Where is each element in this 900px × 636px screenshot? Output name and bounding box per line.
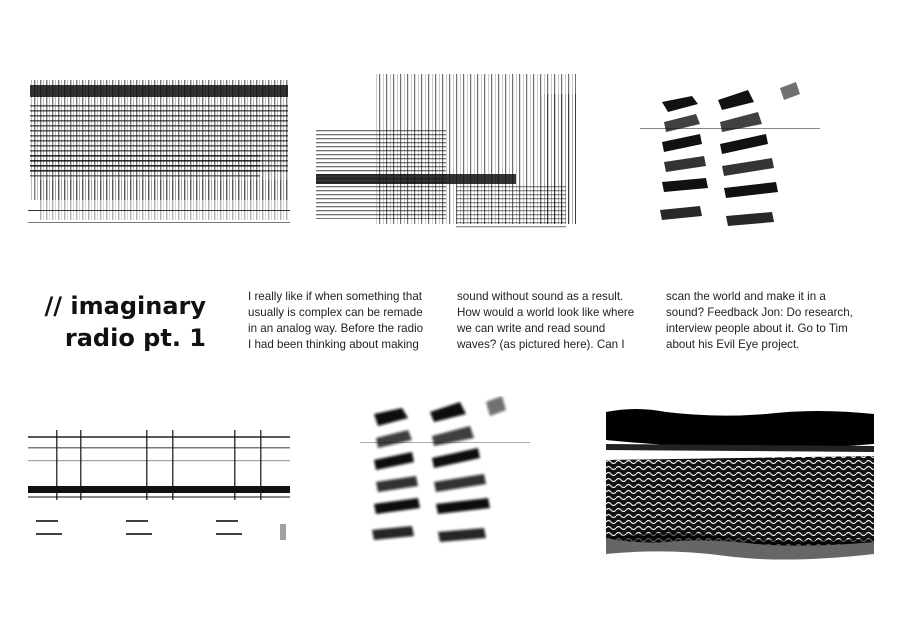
title-slashes: // <box>44 292 63 320</box>
text-line: scan the world and make it in a <box>666 290 826 303</box>
text-line: about his Evil Eye project. <box>666 338 800 351</box>
title-line-1: imaginary <box>70 292 206 320</box>
spectrogram-image-1 <box>28 60 290 232</box>
landscape-photo <box>606 404 874 566</box>
text-line: sound? Feedback Jon: Do research, <box>666 306 853 319</box>
spectrogram-image-5 <box>360 396 530 548</box>
body-text-column-3 <box>666 289 864 353</box>
body-text-column-1 <box>248 289 446 353</box>
text-line: we can write and read sound <box>457 322 606 335</box>
title-line-2: radio pt. 1 <box>64 324 206 352</box>
page-title <box>30 290 206 354</box>
text-line: interview people about it. Go to Tim <box>666 322 848 335</box>
text-line: usually is complex can be remade <box>248 306 423 319</box>
body-text-column-2 <box>457 289 655 353</box>
text-line: I had been thinking about making <box>248 338 419 351</box>
text-line: waves? (as pictured here). Can I <box>457 338 625 351</box>
text-line: sound without sound as a result. <box>457 290 624 303</box>
text-line: in an analog way. Before the radio <box>248 322 424 335</box>
spectrogram-image-3 <box>640 82 820 232</box>
spectrogram-image-2 <box>316 74 580 242</box>
spectrogram-image-4 <box>26 420 292 546</box>
text-line: I really like if when something that <box>248 290 422 303</box>
text-line: How would a world look like where <box>457 306 635 319</box>
